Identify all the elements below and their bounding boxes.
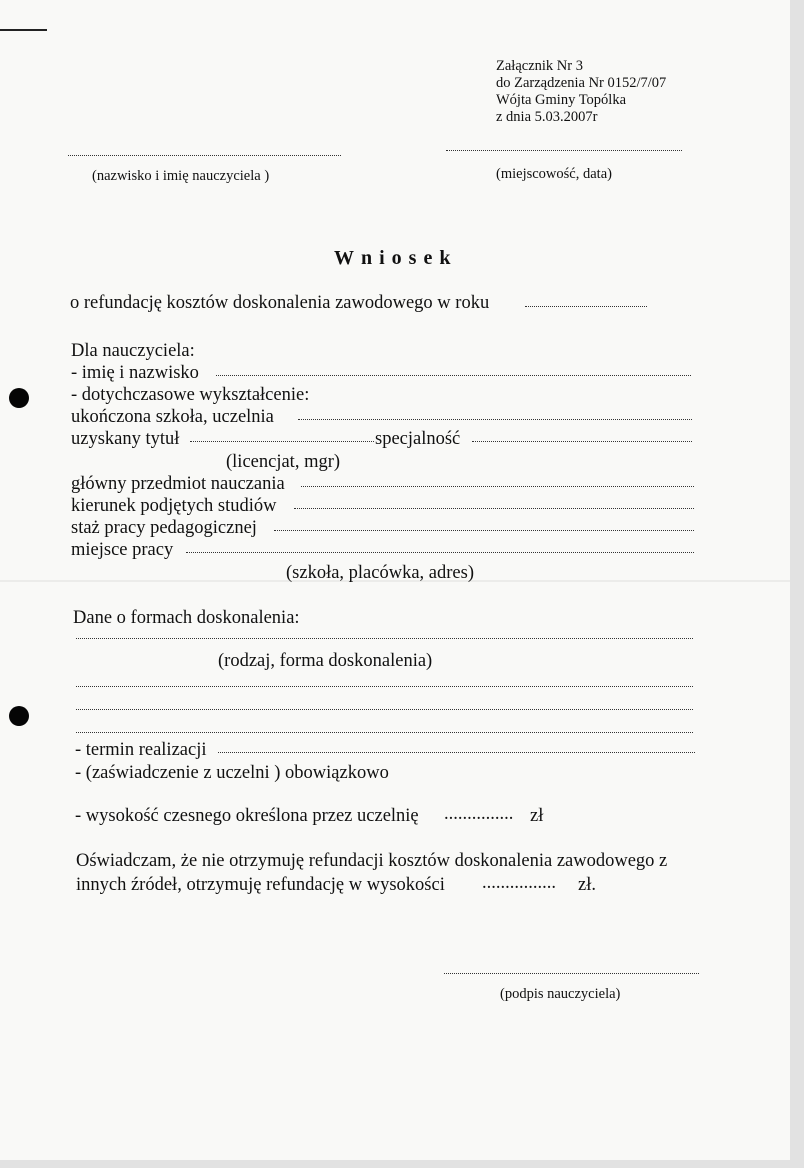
title-hint: (licencjat, mgr) <box>226 452 341 472</box>
declaration-line-1: Oświadczam, że nie otrzymuję refundacji kosztów doskonalenia zawodowego z <box>76 851 668 871</box>
training-form-field[interactable] <box>76 638 693 639</box>
certificate-note: - (zaświadczenie z uczelni ) obowiązkowo <box>75 763 389 783</box>
term-label: - termin realizacji <box>75 740 207 760</box>
main-subject-field[interactable] <box>301 486 694 487</box>
teacher-name-field[interactable] <box>216 375 691 376</box>
specialty-field[interactable] <box>472 441 692 442</box>
name-field-line[interactable] <box>68 155 341 156</box>
punch-hole-top <box>9 388 29 408</box>
study-direction-label: kierunek podjętych studiów <box>71 496 277 516</box>
year-field-line[interactable] <box>525 306 647 307</box>
signature-caption: (podpis nauczyciela) <box>500 986 621 1002</box>
place-date-field-line[interactable] <box>446 150 682 151</box>
document-title: Wniosek <box>334 247 458 269</box>
study-direction-field[interactable] <box>294 508 694 509</box>
main-subject-label: główny przedmiot nauczania <box>71 474 285 494</box>
issuer: Wójta Gminy Topólka <box>496 92 627 108</box>
attachment-number: Załącznik Nr 3 <box>496 58 583 74</box>
punch-hole-bottom <box>9 706 29 726</box>
name-field-caption: (nazwisko i imię nauczyciela ) <box>92 168 270 184</box>
fee-unit: zł <box>530 806 544 826</box>
training-line-3[interactable] <box>76 732 693 733</box>
school-field[interactable] <box>298 419 692 420</box>
specialty-label: specjalność <box>375 429 461 449</box>
education-heading: - dotychczasowe wykształcenie: <box>71 385 310 405</box>
fee-field[interactable]: ............... <box>444 804 514 824</box>
term-field[interactable] <box>218 752 695 753</box>
school-label: ukończona szkoła, uczelnia <box>71 407 274 427</box>
corner-mark <box>0 29 47 31</box>
training-form-hint: (rodzaj, forma doskonalenia) <box>218 651 433 671</box>
scan-edge-right <box>790 0 804 1168</box>
refund-amount-unit: zł. <box>578 875 596 895</box>
ordinance-date: z dnia 5.03.2007r <box>496 109 598 125</box>
seniority-field[interactable] <box>274 530 694 531</box>
workplace-hint: (szkoła, placówka, adres) <box>286 563 474 583</box>
scan-edge-bottom <box>0 1160 804 1168</box>
document-subtitle: o refundację kosztów doskonalenia zawodowego w roku <box>70 293 490 313</box>
training-line-2[interactable] <box>76 709 693 710</box>
declaration-line-2: innych źródeł, otrzymuję refundację w wysokości <box>76 875 445 895</box>
teacher-section-heading: Dla nauczyciela: <box>71 341 195 361</box>
title-obtained-label: uzyskany tytuł <box>71 429 180 449</box>
training-section-heading: Dane o formach doskonalenia: <box>73 608 300 628</box>
ordinance-reference: do Zarządzenia Nr 0152/7/07 <box>496 75 667 91</box>
workplace-field[interactable] <box>186 552 694 553</box>
title-obtained-field[interactable] <box>190 441 374 442</box>
refund-amount-field[interactable]: ................ <box>482 873 556 893</box>
teacher-name-label: - imię i nazwisko <box>71 363 199 383</box>
fee-label: - wysokość czesnego określona przez uczelnię <box>75 806 419 826</box>
workplace-label: miejsce pracy <box>71 540 174 560</box>
signature-line[interactable] <box>444 973 699 974</box>
seniority-label: staż pracy pedagogicznej <box>71 518 257 538</box>
training-line-1[interactable] <box>76 686 693 687</box>
place-date-field-caption: (miejscowość, data) <box>496 166 612 182</box>
